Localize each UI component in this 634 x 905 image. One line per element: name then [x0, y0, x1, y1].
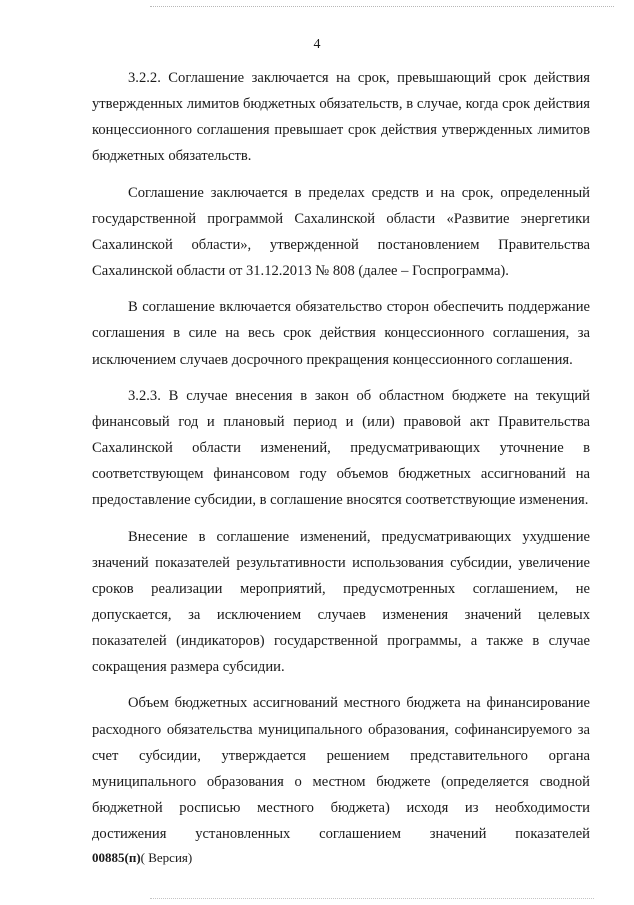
paragraph-3-2-2: 3.2.2. Соглашение заключается на срок, превышающий срок действия утвержденных лимитов бюджетных обязательств, в случае, когда срок действия концессионного соглашения превышает срок действия утвержденных лимитов бюджетных обязательств.: [92, 70, 590, 165]
page-number: 4: [313, 37, 321, 52]
paragraph-obligation: В соглашение включается обязательство сторон обеспечить поддержание соглашения в силе на весь срок действия концессионного соглашения, за исключением случаев досрочного прекращения концессионного соглашения.: [92, 299, 590, 368]
page-bottom-edge: [150, 898, 594, 899]
paragraph-amendments: Внесение в соглашение изменений, предусматривающих ухудшение значений показателей результативности использования субсидии, увеличение сроков реализации мероприятий, предусмотренных соглашением, не допускается, за исключением случаев изменения значений целевых показателей (индикаторов) государственной программы, а также в случае сокращения размера субсидии.: [92, 528, 590, 676]
document-footer: [92, 850, 192, 866]
page-top-edge: [150, 6, 614, 7]
paragraph-3-2-3: 3.2.3. В случае внесения в закон об областном бюджете на текущий финансовый год и плановый период и (или) правовой акт Правительства Сахалинской области изменений, предусматривающих уточнение в соответствующем финансовом году объемов бюджетных ассигнований на предоставление субсидии, в соглашение вносятся соответствующие изменения.: [92, 387, 590, 509]
document-version: ( Версия): [140, 850, 193, 865]
paragraph-local-budget: Объем бюджетных ассигнований местного бюджета на финансирование расходного обязательства муниципального образования, софинансируемого за счет субсидии, утверждается решением представительного органа муниципального образования о местном бюджете (определяется сводной бюджетной росписью местного бюджета) исходя из необходимости достижения установленных соглашением значений показателей: [92, 695, 590, 843]
document-body: [92, 65, 590, 847]
paragraph-agreement-term: Соглашение заключается в пределах средств и на срок, определенный государственной программой Сахалинской области «Развитие энергетики Сахалинской области», утвержденной постановлением Правительства Сахалинской области от 31.12.2013 № 808 (далее – Госпрограмма).: [92, 184, 590, 280]
document-code: 00885(п): [92, 850, 141, 865]
